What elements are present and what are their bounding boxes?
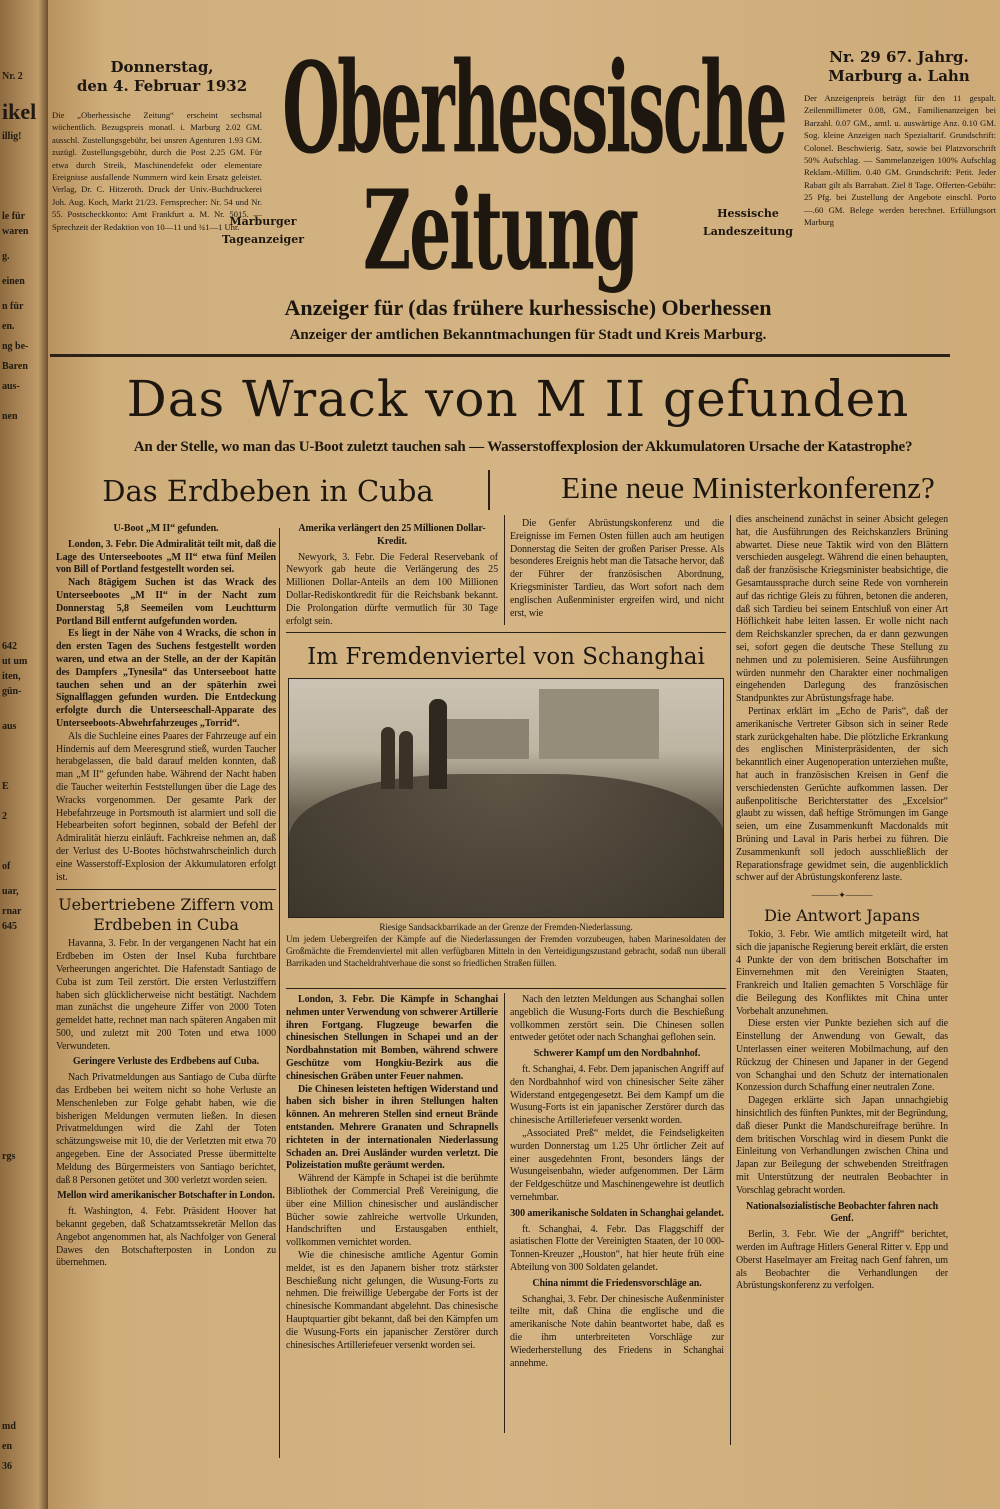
paragraph: „Associated Preß“ meldet, die Feindseligkeiten wurden Donnerstag um 1.25 Uhr örtlicher Zeit auf einer ausgedehnten Front, besonders längs der Wusungeisenbahn, wieder aufgenommen. Der Lärm der Feldgeschütze und Maschinengewehre ist deutlich vernehmbar.	[510, 1127, 724, 1203]
sandbags	[289, 774, 724, 918]
article-heading: U-Boot „M II“ gefunden.	[113, 523, 219, 534]
section-heading-ministerkonferenz: Eine neue Ministerkonferenz?	[561, 470, 935, 505]
article-heading: Geringere Verluste des Erdbebens auf Cuba.	[72, 1056, 260, 1068]
previous-page-fragment: E	[2, 781, 9, 792]
article-heading: Uebertriebene Ziffern vom Erdbeben in Cuba	[58, 895, 274, 935]
divider	[286, 632, 726, 633]
paragraph: ft. Washington, 4. Febr. Präsident Hoover hat bekannt gegeben, daß Schatzamtssekretär Mellon das Angebot angenommen hat, als Nachfolger von General Dawes den Botschafterposten in London zu übernehmen.	[56, 1206, 276, 1269]
subscription-info: Die „Oberhessische Zeitung“ erscheint sechsmal wöchentlich. Bezugspreis monatl. i. Marburg 2.02 GM. ausschl. Zustellungsgebühr, bei unsren Agenturen 1.93 GM. zuzügl. Zustellungsgebühr, durch die Post 2.25 GM. Für etwa durch Streik, Maschinendefekt oder elementare Ereignisse ausfallende Nummern wird kein Ersatz geleistet. Verlag, Dr. C. Hitzeroth. Druck der Univ.-Buchdruckerei Joh. Aug. Koch, Markt 21/23. Fernsprecher: Nr. 54 und Nr. 55. Postscheckkonto: Amt Frankfurt a. M. Nr. 5015. — Sprechzeit der Redaktion von 10—11 und ¾1—1 Uhr.	[52, 110, 262, 232]
column-2	[286, 994, 498, 1352]
subtitle-amtlich: Anzeiger der amtlichen Bekanntmachungen für Stadt und Kreis Marburg.	[289, 327, 767, 343]
tag-marburger: Marburger	[229, 215, 297, 228]
issue-number: Nr. 29 67. Jahrg.	[829, 48, 969, 66]
article-heading: Schwerer Kampf um den Nordbahnhof.	[533, 1048, 701, 1060]
caption-title: Riesige Sandsackbarrikade an der Grenze der Fremden-Niederlassung.	[379, 922, 633, 932]
paragraph: Havanna, 3. Febr. In der vergangenen Nacht hat ein Erdbeben im Osten der Insel Kuba furchtbare Verheerungen angerichtet. Die Hafenstadt Santiago de Cuba ist zum Teil zerstört. Die ersten Verlustziffern haben sich glücklicherweise nicht bestätigt. Nachdem man zunächst die ungeheure Ziffer von 2000 Toten gemeldet hatte, rechnet man nach späteren Angaben mit 500, und zuletzt mit 200 Toten und etwa 1000 Verwundeten.	[56, 938, 276, 1052]
paragraph: Die Genfer Abrüstungskonferenz und die Ereignisse im Fernen Osten füllen auch am heutigen Donnerstag die Seiten der großen Pariser Presse. Als besonderes Ereignis hebt man die Tatsache hervor, daß der Führer der französischen Abordnung, Kriegsminister Tardieu, das Wort sofort nach dem englischen Außenminister ergreifen wird, und nicht erst, wie	[510, 518, 724, 619]
section-heading-cuba: Das Erdbeben in Cuba	[102, 474, 434, 508]
column-rule	[730, 515, 731, 1445]
previous-page-fragment: 36	[2, 1461, 12, 1472]
paragraph: Newyork, 3. Febr. Die Federal Reservebank of Newyork gab heute die Verlängerung des 25 Millionen Dollar-Anteils an dem 100 Millionen Dollar-Rediskontkredit für die Reichsbank bekannt. Die Prolongation dürfte vermutlich für 30 Tage erfolgt sein.	[286, 551, 498, 627]
main-headline: Das Wrack von M II gefunden	[126, 370, 910, 428]
paragraph: Diese ersten vier Punkte beziehen sich auf die Einstellung der Anwendung von Gewalt, das Unterlassen einer weiteren Mobilmachung, auf den Rückzug der Chinesen und Japaner in der Gegend von Schanghai und den Schutz der internationalen Konzession durch Schaffung einer neutralen Zone.	[736, 1018, 948, 1094]
paragraph: Nach Privatmeldungen aus Santiago de Cuba dürfte das Erdbeben bei weitem nicht so hohe Verluste an Menschenleben zur Folge gehabt haben, wie die bisherigen Meldungen vermuten ließen. In diesen Privatmeldungen wird die Zahl der Toten schätzungsweise mit 10, die der Verletzten mit etwa 70 angegeben. Eine der Associated Presse übermittelte Meldung des Bürgermeisters von Santiago berichtet, daß 8 Personen getötet und 300 verletzt worden seien.	[56, 1072, 276, 1186]
subtitle-anzeiger: Anzeiger für (das frühere kurhessische) Oberhessen	[284, 295, 772, 320]
article-heading: Nationalsozialistische Beobachter fahren nach Genf.	[745, 1200, 939, 1225]
previous-page-fragment: nen	[2, 411, 18, 422]
paragraph: Tokio, 3. Febr. Wie amtlich mitgeteilt wird, hat sich die japanische Regierung bereit erklärt, die ersten 4 Punkte der von dem britischen Botschafter im Einvernehmen mit den Vereinigten Staaten, Frankreich und Italien gemachten 5 Vorschläge für die Beilegung des Konfliktes mit China unter Vorbehalt anzunehmen.	[736, 928, 948, 1017]
paragraph: Dagegen erklärte sich Japan unnachgiebig hinsichtlich des fünften Punktes, mit der Begründung, daß dieser Punkt die Mandschureifrage berühre. In dem britischen Vorschlag wird in diesem Punkt die Einleitung von Verhandlungen zwischen China und Japan zur Beilegung der schwebenden Streitfragen mit Unterstützung der neutralen Beobachter in Vorschlag gebracht worden.	[736, 1095, 948, 1196]
tag-landeszeitung: Landeszeitung	[703, 225, 793, 238]
tag-hessische: Hessische	[717, 207, 779, 220]
previous-page-fragment: Baren	[2, 361, 28, 372]
newspaper-page	[48, 0, 1000, 1509]
previous-page-fragment: ng be-	[2, 341, 29, 352]
photo-caption	[286, 921, 726, 969]
paragraph: Während der Kämpfe in Schapei ist die berühmte Bibliothek der Commercial Preß Vereinigung, die über eine Million chinesischer und ausländischer Bücher sowie zahlreiche wertvolle Urkunden, Handschriften und Erstausgaben enthielt, vollkommen vernichtet worden.	[286, 1173, 498, 1249]
column-1	[56, 520, 276, 1270]
article-genf	[510, 518, 724, 620]
paragraph: ft. Schanghai, 4. Febr. Dem japanischen Angriff auf den Nordbahnhof wird von chinesischer Seite zäher Widerstand entgegengesetzt. Bei dem Kampf um die Wusung-Forts ist ein japanischer Zerstörer durch das chinesische Artilleriefeuer versenkt worden.	[510, 1063, 724, 1127]
masthead-rule	[50, 354, 950, 357]
divider	[286, 988, 726, 989]
previous-page-fragment: le für	[2, 211, 26, 222]
paragraph: Wie die chinesische amtliche Agentur Gomin meldet, ist es den Japanern bisher trotz stärkster Beschießung nicht gelungen, die Wusung-Forts zu nehmen. Die freiwillige Uebergabe der Forts ist der chinesische Kommandant abgelehnt. Das chinesische Hauptquartier gibt bekannt, daß bei den Kämpfen um die Wusung-Forts ein japanischer Zerstörer durch chinesisches Artilleriefeuer versenkt worden sei.	[286, 1249, 498, 1351]
previous-page-fragment: g.	[2, 251, 10, 262]
masthead-title-line2: Zeitung	[362, 165, 637, 295]
column-rule	[504, 993, 505, 1433]
previous-page-fragment: einen	[2, 276, 25, 287]
previous-page-fragment: en.	[2, 321, 15, 332]
divider	[488, 470, 490, 510]
soldier	[381, 727, 395, 789]
paragraph: Pertinax erklärt im „Echo de Paris“, daß der amerikanische Vertreter Gibson sich in seiner Rede stark zurückgehalten habe. Die plötzliche Erkrankung des englischen Ministerpräsidenten, der sich bekanntlich einer Augenoperation unterziehen mußte, hat auch in französischen Kreisen in Genf die verschiedensten Gerüchte aufkommen lassen. Der außenpolitische Berichterstatter des „Excelsior“ glaubt zu wissen, daß heftige Strömungen im Gange seien, um eine Zusammenkunft Macdonalds mit Brüning und Laval in Paris herbei zu führen. Die Zusammenkunft soll jedoch ausschließlich der Reparationsfrage gewidmet sein, die augenblicklich schwer auf der Abrüstungskonferenz laste.	[736, 705, 948, 884]
column-rule	[504, 515, 505, 625]
previous-page-fragment: rnar	[2, 906, 22, 917]
photo-sandbag-barricade	[288, 678, 724, 918]
previous-page-fragment: uar,	[2, 886, 19, 897]
previous-page-fragment: 645	[2, 921, 17, 932]
previous-page-fragment: en	[2, 1441, 12, 1452]
previous-page-fragment: n für	[2, 301, 24, 312]
separator-ornament: ———✦———	[811, 890, 873, 901]
article-heading: Mellon wird amerikanischer Botschafter in London.	[57, 1190, 275, 1202]
date-full: den 4. Februar 1932	[76, 77, 248, 95]
paragraph: Nach 8tägigem Suchen ist das Wrack des Unterseebootes „M II“ in der Nacht zum Donnerstag 5,8 Seemeilen vom Leuchtturm Portland Bill entfernt aufgefunden worden.	[56, 577, 276, 627]
previous-page-fragment: iten,	[2, 671, 21, 682]
column-4	[736, 514, 948, 1293]
building	[439, 719, 529, 759]
previous-page-fragment: Nr. 2	[2, 71, 23, 82]
paragraph: London, 3. Febr. Die Kämpfe in Schanghai nehmen unter Verwendung von schwerer Artillerie ihren Fortgang. Flugzeuge bewarfen die chinesischen Stellungen in Schapei und an der Nordbahnstation mit Bomben, während schwere Geschütze vom Hongkiu-Bezirk aus die chinesischen Gräben unter Feuer nahmen.	[286, 994, 498, 1082]
paragraph: dies anscheinend zunächst in seiner Absicht gelegen hat, die Ausführungen des Reichskanzlers Brüning abwartet. Diese neue Taktik wird von den Blättern verschieden ausgelegt. Während die einen behaupten, daß der französische Kriegsminister beabsichtige, die Gesamtaussprache durch seine Rede von vornherein auf das richtige Gleis zu führen, betonen die anderen, daß sich Tardieu bei seinem Entschluß von einer Art Höflichkeit habe leiten lassen. Er wolle nicht nach dem Reichskanzler sprechen, da er dann gezwungen sei, sofort gegen die deutsche These Stellung zu nehmen und zu polemisieren. Seine Ausführungen würden nunmehr den Charakter einer nochmaligen eingehenden Darlegung des französischen Standpunktes zur Abrüstungsfrage habe.	[736, 514, 948, 705]
previous-page-fragment: md	[2, 1421, 16, 1432]
photo-title: Im Fremdenviertel von Schanghai	[307, 644, 705, 670]
article-heading: 300 amerikanische Soldaten in Schanghai gelandet.	[510, 1207, 724, 1219]
paragraph: Nach den letzten Meldungen aus Schanghai sollen angeblich die Wusung-Forts durch die Beschießung vollkommen zerstört sein. Die Chinesen sollen entweder getötet oder nach Schanghai geflohen sein.	[510, 994, 724, 1044]
previous-page-fragment: ikel	[2, 99, 37, 124]
divider	[56, 889, 276, 890]
paragraph: London, 3. Febr. Die Admiralität teilt mit, daß die Lage des Unterseebootes „M II“ etwa fünf Meilen von Bill of Portland festgestellt worden sei.	[56, 538, 276, 576]
paragraph: Als die Suchleine eines Paares der Fahrzeuge auf ein Hindernis auf dem Meeresgrund stieß, wurden Taucher herabgelassen, die bald darauf melden konnten, daß man „M II“ gefunden habe. Während der Nacht haben die Taucher weiterhin Feststellungen über die Lage des Wracks vorgenommen. Der gesamte Park der Hebefahrzeuge in Portsmouth ist alarmiert und soll die Hebearbeiten sofort beginnen, sobald der Befehl der Admiralität hierzu einläuft. Fachkreise nehmen an, daß der Verlust des U-Bootes höchstwahrscheinlich durch eine Wasserstoff-Explosion der Akkumulatoren erfolgt ist.	[56, 730, 276, 883]
previous-page-fragment: illig!	[2, 131, 22, 142]
paragraph: Berlin, 3. Febr. Wie der „Angriff“ berichtet, werden im Auftrage Hitlers General Ritter v. Epp und Oberst Haselmayer am Freitag nach Genf fahren, um als Beobachter die Verhandlungen der Abrüstungskonferenz zu verfolgen.	[736, 1229, 948, 1292]
date-weekday: Donnerstag,	[110, 58, 214, 76]
advertising-rates: Der Anzeigenpreis beträgt für den 11 gespalt. Zeilenmillimeter 0.08, GM., Familienanzeigen bei Barzahl. 0.07 GM., amtl. u. auswärtige Anz. 0.10 GM. Sog. kleine Anzeigen nach Spezialtarif. Grundschrift: Colonel. Beschwierig. Satz, sowie bei Platzvorschrift 50% Aufschlag. — Sammelanzeigen 100% Aufschlag Reklam.-Millim. 0.40 GM. Grundschrift: Petit. Jeder Rabatt gilt als Barrabatt. Ziel 8 Tage. Offerten-Gebühr: 25 Pfg. bei Zustellung der Angebote einschl. Porto —.60 GM. Belege werden berechnet. Erfüllungsort Marburg	[804, 93, 996, 228]
previous-page-fragment: aus-	[2, 381, 20, 392]
previous-page-fragment: gün-	[2, 686, 22, 697]
previous-page-fragment: aus	[2, 721, 17, 732]
previous-page-fragment: of	[2, 861, 11, 872]
previous-page-fragment: 642	[2, 641, 17, 652]
main-subheadline: An der Stelle, wo man das U-Boot zuletzt tauchen sah — Wasserstoffexplosion der Akkumulatoren Ursache der Katastrophe?	[133, 439, 913, 455]
building	[539, 689, 659, 759]
paragraph: ft. Schanghai, 4. Febr. Das Flaggschiff der asiatischen Flotte der Vereinigten Staaten, der 10 000-Tonnen-Kreuzer „Houston“, hat hier heute früh eine Abteilung von 300 Soldaten gelandet.	[510, 1223, 724, 1273]
paragraph: Schanghai, 3. Febr. Der chinesische Außenminister teilte mit, daß China die englische und die amerikanische Note dahin beantwortet habe, daß es die ihm unterbreiteten Vorschläge zur Wiederherstellung des Friedens in Schanghai annehme.	[510, 1293, 724, 1369]
article-heading: Die Antwort Japans	[764, 905, 920, 925]
previous-page-fragment: ut um	[2, 656, 28, 667]
tag-tageanzeiger: Tageanzeiger	[222, 233, 304, 246]
publication-place: Marburg a. Lahn	[828, 67, 970, 85]
article-dollar-credit	[286, 520, 498, 628]
previous-page-fragment: waren	[2, 226, 29, 237]
article-heading: Amerika verlängert den 25 Millionen Dollar-Kredit.	[298, 523, 486, 547]
column-rule	[279, 528, 280, 1458]
soldier	[399, 731, 413, 789]
previous-page-edge	[0, 0, 48, 1509]
previous-page-fragment: rgs	[2, 1151, 16, 1162]
caption-text: Um jedem Uebergreifen der Kämpfe auf die Niederlassungen der Fremden vorzubeugen, haben Marinesoldaten der Großmächte die Fremdenviertel mit allen verfügbaren Mitteln in den Verteidigungszustand gebracht, sodaß nun überall Barrikaden und Stacheldrahtverhaue die sonst so friedlichen Straßen füllen.	[286, 934, 726, 968]
paragraph: Die Chinesen leisteten heftigen Widerstand und haben sich bisher in ihren Stellungen halten können. An mehreren Stellen sind erneut Brände entstanden. Mehrere Granaten und Schrapnells richteten in der internationalen Niederlassung Schaden an. Drei Ausländer wurden verletzt. Die Polizeistation mußte geräumt werden.	[286, 1083, 498, 1172]
previous-page-fragment: 2	[2, 811, 7, 822]
column-3	[510, 994, 724, 1370]
paragraph: Es liegt in der Nähe von 4 Wracks, die schon in den ersten Tagen des Suchens festgestellt worden waren, und etwa an der Stelle, an der der Kapitän des Dampfers „Tynesila“ das Unterseeboot hatte tauchen sehen und an der späterhin zwei Signalflaggen gefunden wurden. Die Entdeckung erfolgte durch die Unterseeschall-Apparate des Unterseeboots-Abwehrfahrzeuges „Torrid“.	[56, 628, 276, 729]
article-heading: China nimmt die Friedensvorschläge an.	[532, 1277, 702, 1289]
soldier	[429, 699, 447, 789]
masthead-title-line1: Oberhessische	[282, 33, 785, 182]
